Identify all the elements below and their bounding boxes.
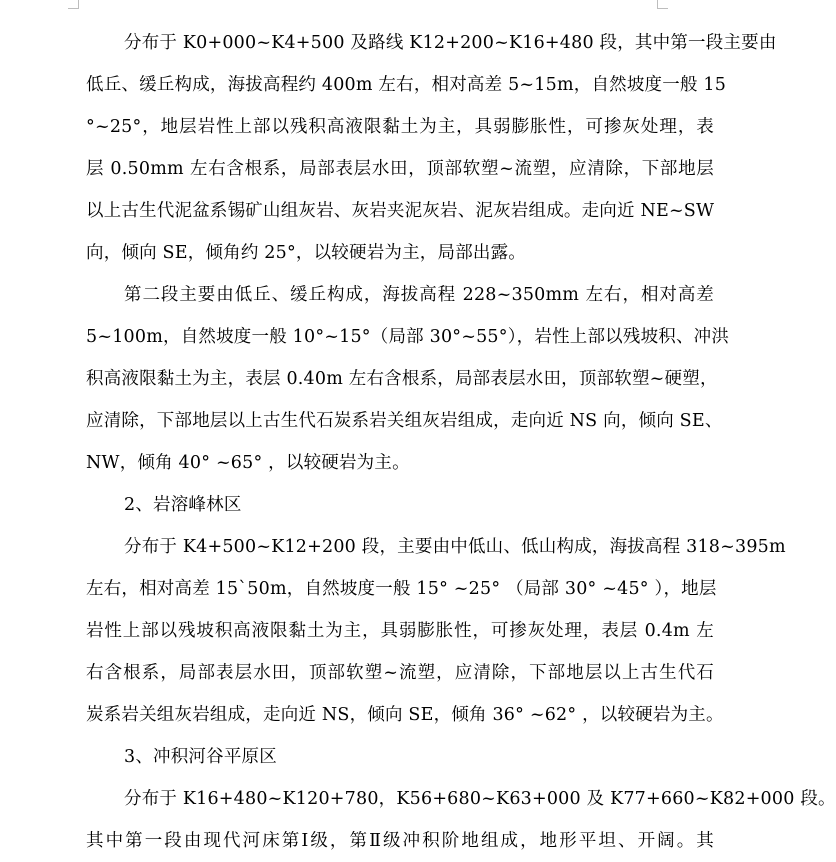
paragraph-line: 分布于 K0+000~K4+500 及路线 K12+200~K16+480 段，其中第一段主要由 <box>124 33 777 53</box>
paragraph-line: 以上古生代泥盆系锡矿山组灰岩、灰岩夹泥灰岩、泥灰岩组成。走向近 NE~SW <box>86 201 715 221</box>
paragraph-line: 层 0.50mm 左右含根系，局部表层水田，顶部软塑~流塑，应清除，下部地层 <box>86 159 714 179</box>
margin-corner-mark-right <box>657 0 668 9</box>
document-body <box>86 22 836 862</box>
paragraph-line: 5~100m，自然坡度一般 10°~15°（局部 30°~55°），岩性上部以残坡积、冲洪 <box>86 327 730 347</box>
paragraph-line: 第二段主要由低丘、缓丘构成，海拔高程 228~350mm 左右，相对高差 <box>124 285 714 305</box>
section-heading: 3、冲积河谷平原区 <box>124 747 277 767</box>
paragraph-line: 应清除，下部地层以上古生代石炭系岩关组灰岩组成，走向近 NS 向，倾向 SE、 <box>86 411 723 431</box>
paragraph-line: NW，倾角 40° ~65° ，以较硬岩为主。 <box>86 453 410 473</box>
paragraph-line: 其中第一段由现代河床第Ⅰ级，第Ⅱ级冲积阶地组成，地形平坦、开阔。其 <box>86 831 714 851</box>
paragraph-line: 炭系岩关组灰岩组成，走向近 NS，倾向 SE，倾角 36° ~62° ，以较硬岩为主。 <box>86 705 724 725</box>
paragraph-line: 向，倾向 SE，倾角约 25°，以较硬岩为主，局部出露。 <box>86 243 527 263</box>
paragraph-line: °~25°，地层岩性上部以残积高液限黏土为主，具弱膨胀性，可掺灰处理，表 <box>86 117 714 137</box>
margin-corner-mark-left <box>68 0 79 9</box>
paragraph-line: 岩性上部以残坡积高液限黏土为主，具弱膨胀性，可掺灰处理，表层 0.4m 左 <box>86 621 714 641</box>
paragraph-line: 分布于 K16+480~K120+780，K56+680~K63+000 及 K77+660~K82+000 段。 <box>124 789 836 809</box>
section-heading: 2、岩溶峰林区 <box>124 495 242 515</box>
paragraph-line: 积高液限黏土为主，表层 0.40m 左右含根系，局部表层水田，顶部软塑~硬塑， <box>86 369 718 389</box>
paragraph-line: 左右，相对高差 15`50m，自然坡度一般 15° ~25° （局部 30° ~45° ），地层 <box>86 579 717 599</box>
paragraph-line: 右含根系，局部表层水田，顶部软塑~流塑，应清除，下部地层以上古生代石 <box>86 663 714 683</box>
paragraph-line: 分布于 K4+500~K12+200 段，主要由中低山、低山构成，海拔高程 318~395m <box>124 537 786 557</box>
paragraph-line: 低丘、缓丘构成，海拔高程约 400m 左右，相对高差 5~15m，自然坡度一般 15 <box>86 75 727 95</box>
